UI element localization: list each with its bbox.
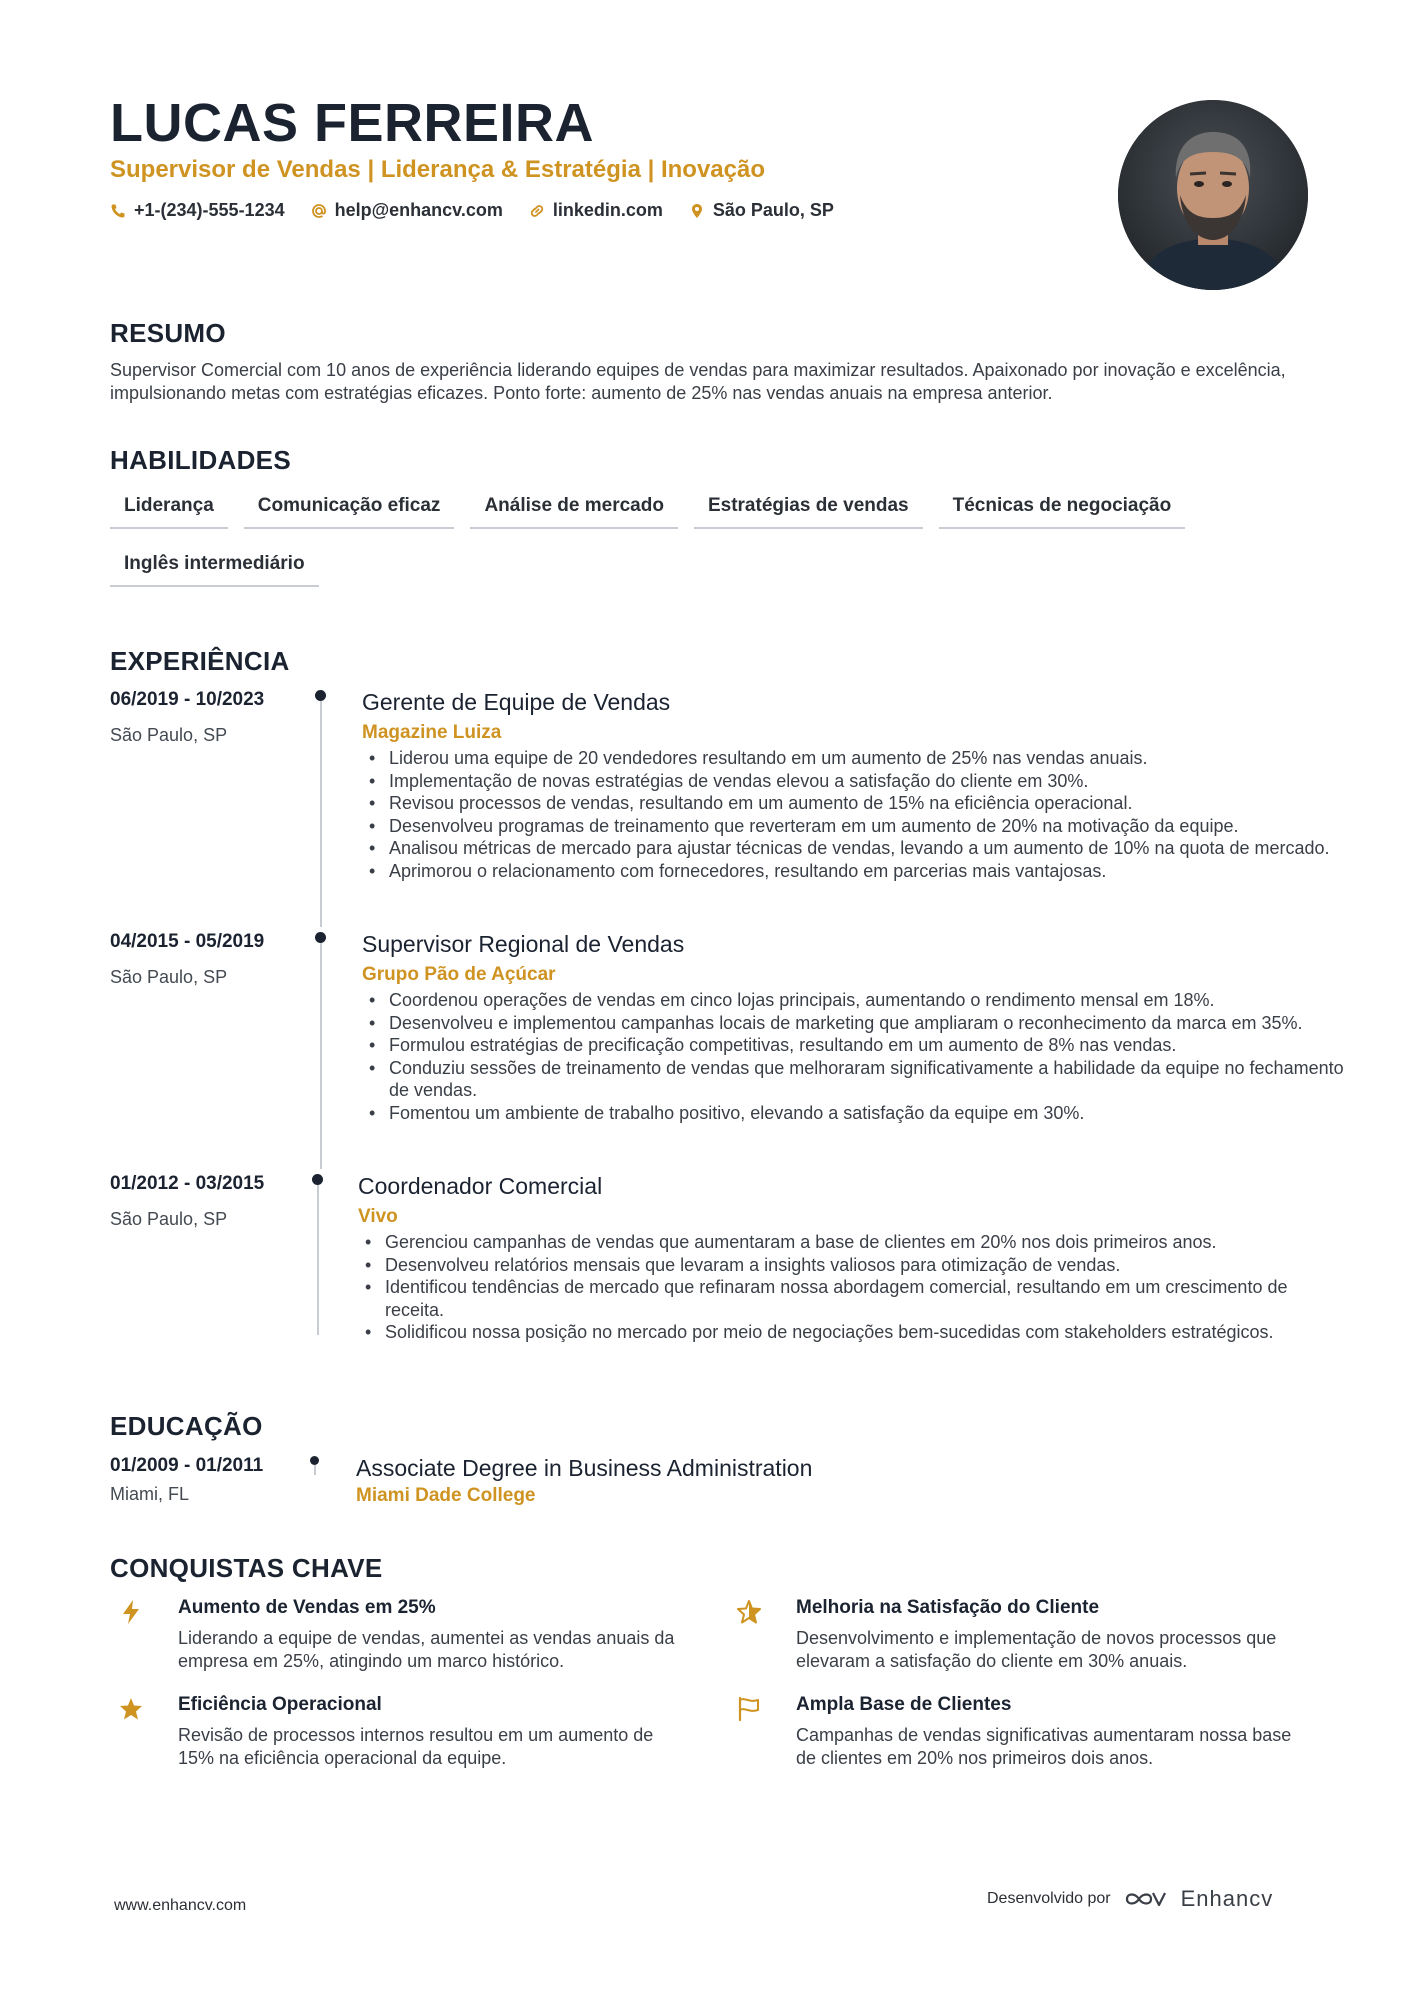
footer-website[interactable]: www.enhancv.com bbox=[114, 1897, 247, 1914]
experience-dates: 04/2015 - 05/2019 bbox=[110, 931, 265, 952]
education-heading: EDUCAÇÃO bbox=[110, 1411, 263, 1441]
skills-heading: HABILIDADES bbox=[110, 445, 291, 475]
phone-text: +1-(234)-555-1234 bbox=[134, 200, 285, 220]
bullet-item: • Conduziu sessões de treinamento de vendas que melhoraram significativamente a habilidade da equipe no fechamento de vendas. bbox=[362, 1057, 1362, 1102]
experience-role: Coordenador Comercial bbox=[358, 1173, 603, 1199]
achievement-desc: Revisão de processos internos resultou em um aumento de 15% na eficiência operacional da equipe. bbox=[178, 1725, 654, 1768]
skill-tag: Liderança bbox=[110, 495, 228, 529]
timeline-dot bbox=[315, 932, 326, 943]
bullet-item: • Formulou estratégias de precificação competitivas, resultando em um aumento de 8% nas vendas. bbox=[362, 1034, 1362, 1057]
experience-bullets bbox=[362, 747, 1410, 883]
star-outline-icon bbox=[736, 1599, 762, 1625]
experience-bullets bbox=[362, 989, 1362, 1125]
bullet-item: • Identificou tendências de mercado que refinaram nossa abordagem comercial, resultando em um crescimento de receita. bbox=[358, 1276, 1318, 1321]
bullet-item: • Liderou uma equipe de 20 vendedores resultando em um aumento de 25% nas vendas anuais. bbox=[362, 747, 1410, 770]
enhancv-logo-icon bbox=[1123, 1887, 1169, 1911]
contact-linkedin[interactable] bbox=[529, 200, 663, 221]
skill-tag: Técnicas de negociação bbox=[939, 495, 1186, 529]
experience-entry bbox=[110, 931, 1344, 1161]
skill-tag: Estratégias de vendas bbox=[694, 495, 923, 529]
education-school: Miami Dade College bbox=[356, 1485, 536, 1506]
experience-dates: 01/2012 - 03/2015 bbox=[110, 1173, 265, 1194]
timeline-line bbox=[320, 701, 322, 927]
experience-location: São Paulo, SP bbox=[110, 725, 228, 745]
timeline-line bbox=[317, 1185, 319, 1335]
achievement-title: Eficiência Operacional bbox=[178, 1694, 382, 1715]
timeline-line bbox=[320, 943, 322, 1169]
bullet-item: • Fomentou um ambiente de trabalho positivo, elevando a satisfação da equipe em 30%. bbox=[362, 1102, 1362, 1125]
achievement-desc: Desenvolvimento e implementação de novos processos que elevaram a satisfação do cliente em 30% anuais. bbox=[796, 1628, 1277, 1671]
bullet-item: • Coordenou operações de vendas em cinco lojas principais, aumentando o rendimento mensal em 18%. bbox=[362, 989, 1362, 1012]
link-icon bbox=[529, 203, 545, 219]
experience-dates: 06/2019 - 10/2023 bbox=[110, 689, 265, 710]
star-icon bbox=[118, 1696, 144, 1722]
lightning-icon bbox=[118, 1599, 144, 1625]
experience-location: São Paulo, SP bbox=[110, 967, 228, 987]
achievements-heading: CONQUISTAS CHAVE bbox=[110, 1553, 383, 1583]
at-icon bbox=[311, 203, 327, 219]
brand-name: Enhancv bbox=[1180, 1886, 1274, 1911]
experience-entry bbox=[110, 689, 1330, 919]
skill-tag: Análise de mercado bbox=[470, 495, 678, 529]
experience-role: Supervisor Regional de Vendas bbox=[362, 931, 685, 957]
bullet-item: • Gerenciou campanhas de vendas que aumentaram a base de clientes em 20% nos dois primeiros anos. bbox=[358, 1231, 1318, 1254]
phone-icon bbox=[110, 203, 126, 219]
bullet-item: • Desenvolveu programas de treinamento que reverteram em um aumento de 20% na motivação da equipe. bbox=[362, 815, 1410, 838]
timeline-dot bbox=[315, 690, 326, 701]
experience-heading: EXPERIÊNCIA bbox=[110, 646, 290, 676]
experience-location: São Paulo, SP bbox=[110, 1209, 228, 1229]
location-pin-icon bbox=[689, 203, 705, 219]
bullet-item: • Implementação de novas estratégias de vendas elevou a satisfação do cliente em 30%. bbox=[362, 770, 1410, 793]
profile-photo bbox=[1118, 100, 1308, 290]
experience-entry bbox=[110, 1173, 1310, 1343]
contact-phone[interactable] bbox=[110, 200, 285, 221]
timeline-line bbox=[314, 1465, 316, 1475]
timeline-dot bbox=[310, 1456, 319, 1465]
achievement-desc: Liderando a equipe de vendas, aumentei as vendas anuais da empresa em 25%, atingindo um marco histórico. bbox=[178, 1628, 675, 1671]
bullet-item: • Analisou métricas de mercado para ajustar técnicas de vendas, levando a um aumento de 10% na quota de mercado. bbox=[362, 837, 1342, 860]
contact-email[interactable] bbox=[311, 200, 503, 221]
education-entry bbox=[110, 1455, 1310, 1515]
education-degree: Associate Degree in Business Administration bbox=[356, 1455, 813, 1481]
skill-tag: Comunicação eficaz bbox=[244, 495, 455, 529]
achievement-title: Aumento de Vendas em 25% bbox=[178, 1597, 436, 1618]
location-text: São Paulo, SP bbox=[712, 200, 834, 220]
contact-row bbox=[110, 200, 834, 221]
flag-icon bbox=[736, 1696, 762, 1722]
education-location: Miami, FL bbox=[110, 1484, 190, 1504]
footer-branding[interactable] bbox=[987, 1886, 1273, 1912]
bullet-item: • Aprimorou o relacionamento com fornecedores, resultando em parcerias mais vantajosas. bbox=[362, 860, 1410, 883]
summary-heading: RESUMO bbox=[110, 318, 226, 348]
skills-list bbox=[110, 495, 1310, 587]
experience-bullets bbox=[358, 1231, 1318, 1344]
skill-tag: Inglês intermediário bbox=[110, 553, 319, 587]
contact-location bbox=[689, 200, 834, 221]
achievement-desc: Campanhas de vendas significativas aumentaram nossa base de clientes em 20% nos primeiros dois anos. bbox=[796, 1725, 1292, 1768]
experience-company: Magazine Luiza bbox=[362, 722, 502, 743]
experience-company: Grupo Pão de Açúcar bbox=[362, 964, 556, 985]
portrait-image bbox=[1118, 100, 1308, 290]
bullet-item: • Revisou processos de vendas, resultando em um aumento de 15% na eficiência operacional. bbox=[362, 792, 1410, 815]
linkedin-text: linkedin.com bbox=[552, 200, 663, 220]
bullet-item: • Desenvolveu e implementou campanhas locais de marketing que ampliaram o reconhecimento da marca em 35%. bbox=[362, 1012, 1342, 1035]
experience-company: Vivo bbox=[358, 1206, 398, 1227]
bullet-item: • Solidificou nossa posição no mercado por meio de negociações bem-sucedidas com stakeholders estratégicos. bbox=[358, 1321, 1318, 1344]
achievement-title: Ampla Base de Clientes bbox=[796, 1694, 1012, 1715]
email-text: help@enhancv.com bbox=[334, 200, 503, 220]
education-dates: 01/2009 - 01/2011 bbox=[110, 1455, 264, 1476]
bullet-item: • Desenvolveu relatórios mensais que levaram a insights valiosos para otimização de vendas. bbox=[358, 1254, 1318, 1277]
powered-by-label: Desenvolvido por bbox=[987, 1890, 1111, 1907]
summary-text: Supervisor Comercial com 10 anos de experiência liderando equipes de vendas para maximizar resultados. Apaixonado por inovação e excelência, impulsionando metas com estratégias eficazes. Ponto forte: aumento de 25% nas vendas anuais na empresa anterior. bbox=[110, 360, 1286, 403]
candidate-headline: Supervisor de Vendas | Liderança & Estratégia | Inovação bbox=[110, 156, 766, 183]
candidate-name: LUCAS FERREIRA bbox=[110, 93, 595, 153]
experience-role: Gerente de Equipe de Vendas bbox=[362, 689, 671, 715]
timeline-dot bbox=[312, 1174, 323, 1185]
achievement-title: Melhoria na Satisfação do Cliente bbox=[796, 1597, 1100, 1618]
